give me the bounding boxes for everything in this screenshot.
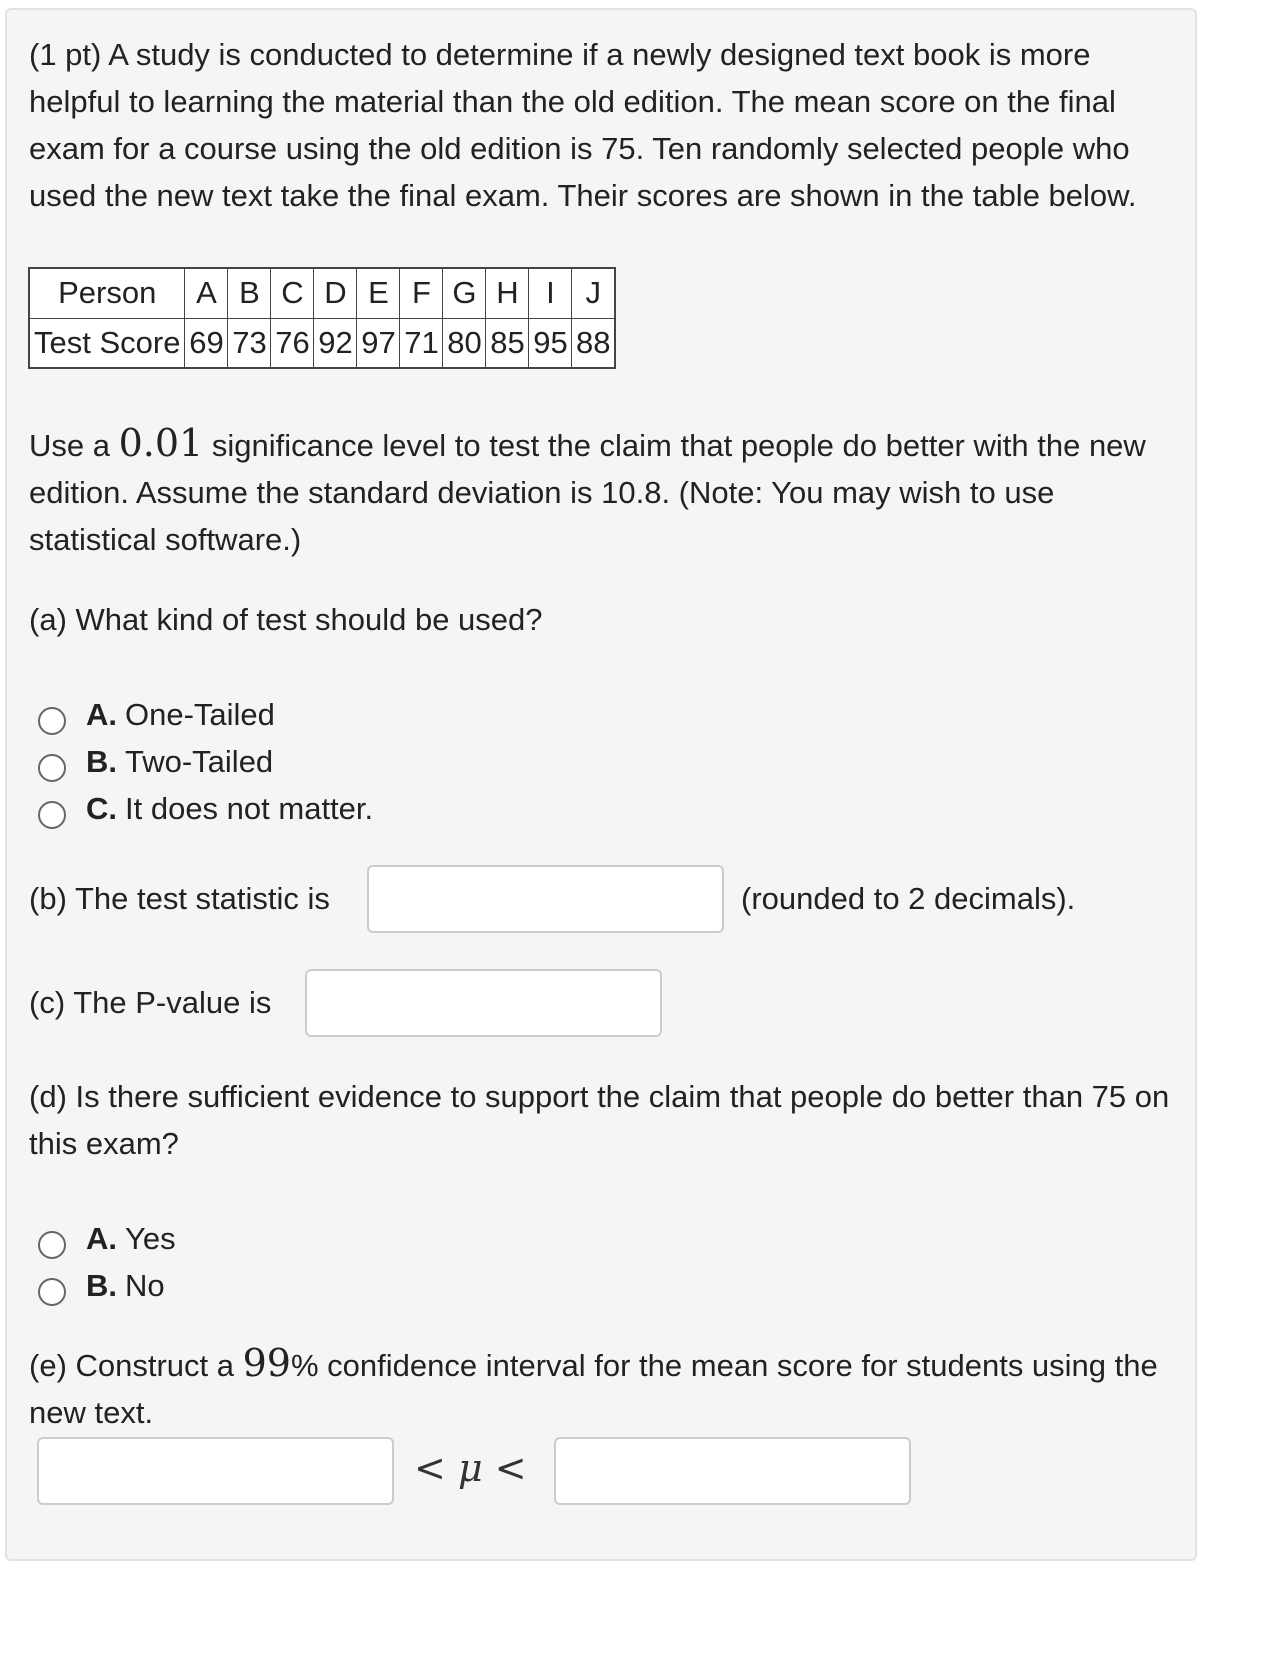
table-cell-score: 97 [357,318,400,368]
mu-inequality [414,1443,527,1493]
option-does-not-matter[interactable] [38,785,373,832]
mu-symbol: μ [457,1446,483,1490]
table-cell-person: B [228,268,271,318]
option-label: It does not matter. [125,791,374,826]
option-letter: C. [86,791,117,826]
table-cell-score: 76 [271,318,314,368]
radio-button[interactable] [38,754,66,782]
table-cell-score: 92 [314,318,357,368]
option-letter: A. [86,697,117,732]
problem-intro: (1 pt) A study is conducted to determine if a newly designed text book is more helpful to learning the material than the old edition. The mean score on the final exam for a course using the old edition is 75. Ten randomly selected people who used the new text take the final exam. Their scores are shown in the table below. [29,37,1137,213]
question-d-prompt: (d) Is there sufficient evidence to support the claim that people do better than 75 on this exam? [29,1079,1170,1161]
table-row [29,318,615,368]
question-b-prompt: (b) The test statistic is [29,881,330,916]
table-cell-score: 95 [529,318,572,368]
option-no[interactable] [38,1262,176,1309]
scores-table [28,267,616,369]
question-e-text-after: % confidence interval for the mean score for students using the new text. [29,1348,1158,1430]
option-letter: B. [86,1268,117,1303]
option-label: Yes [125,1221,176,1256]
table-cell-person: F [400,268,443,318]
table-cell-score: 80 [443,318,486,368]
table-cell-person: C [271,268,314,318]
table-row-header-person: Person [29,268,185,318]
table-cell-person: J [572,268,615,318]
table-cell-person: G [443,268,486,318]
table-cell-person: E [357,268,400,318]
radio-button[interactable] [38,1278,66,1306]
option-letter: A. [86,1221,117,1256]
option-label: One-Tailed [125,697,275,732]
p-value-input[interactable] [305,969,662,1037]
table-row [29,268,615,318]
option-letter: B. [86,744,117,779]
question-a-options [38,691,373,832]
significance-level-value: 0.01 [118,421,204,465]
significance-text-after: significance level to test the claim that people do better with the new edition. Assume the standard deviation is 10.8. (Note: You may wish to use statistical software.) [29,428,1146,557]
question-b-suffix: (rounded to 2 decimals). [741,881,1076,916]
radio-button[interactable] [38,707,66,735]
significance-text-before: Use a [29,428,119,463]
radio-button[interactable] [38,801,66,829]
radio-button[interactable] [38,1231,66,1259]
question-e-prompt [29,1340,1189,1436]
significance-instructions [29,420,1179,563]
table-cell-score: 69 [185,318,228,368]
table-cell-score: 88 [572,318,615,368]
table-cell-score: 73 [228,318,271,368]
table-cell-score: 71 [400,318,443,368]
ci-upper-input[interactable] [554,1437,911,1505]
less-than-symbol: < [494,1446,527,1490]
table-cell-score: 85 [486,318,529,368]
test-statistic-input[interactable] [367,865,724,933]
less-than-symbol: < [414,1446,446,1490]
table-row-header-score: Test Score [29,318,185,368]
question-a-prompt: (a) What kind of test should be used? [29,602,543,637]
option-two-tailed[interactable] [38,738,373,785]
option-one-tailed[interactable] [38,691,373,738]
question-d-options [38,1215,176,1309]
ci-lower-input[interactable] [37,1437,394,1505]
table-cell-person: A [185,268,228,318]
option-yes[interactable] [38,1215,176,1262]
question-c-prompt: (c) The P-value is [29,985,272,1020]
option-label: Two-Tailed [125,744,274,779]
table-cell-person: H [486,268,529,318]
table-cell-person: D [314,268,357,318]
table-cell-person: I [529,268,572,318]
option-label: No [125,1268,165,1303]
confidence-level-value: 99 [242,1341,291,1385]
question-e-text-before: (e) Construct a [29,1348,243,1383]
